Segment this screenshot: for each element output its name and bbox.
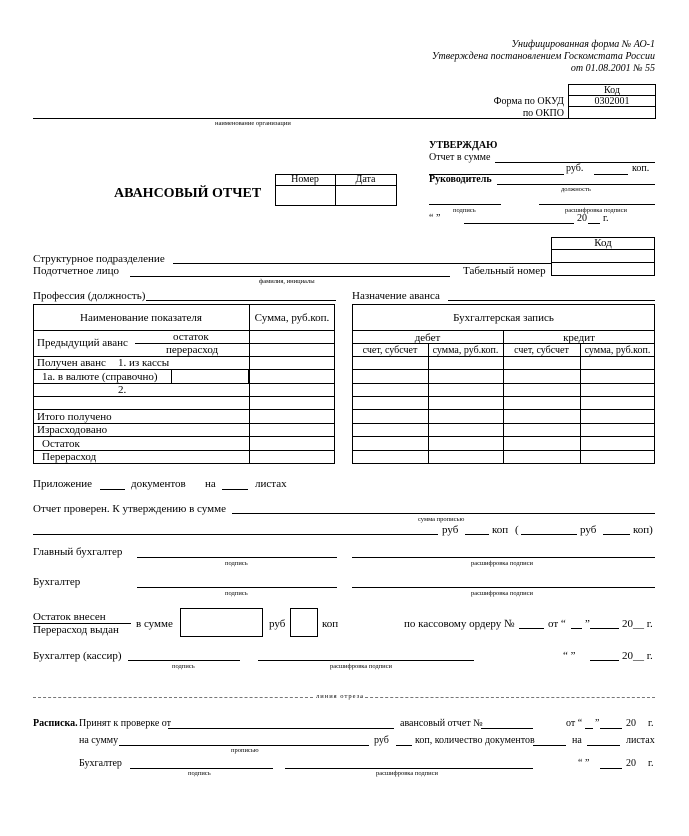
checked-sum-line[interactable] — [232, 513, 655, 514]
receipt-date-month-line[interactable] — [600, 768, 622, 769]
cashier-sign-caption: подпись — [172, 663, 195, 670]
acc-decode-caption: расшифровка подписи — [471, 590, 534, 597]
cut-line-left — [33, 697, 313, 698]
head-position-line[interactable] — [497, 184, 655, 185]
debit-header: дебет — [414, 332, 441, 344]
number-label: Номер — [291, 174, 319, 185]
debit-account-header: счет, субсчет — [362, 345, 418, 356]
receipt-decode-caption: расшифровка подписи — [376, 770, 439, 777]
checked-rub2: руб — [580, 524, 597, 536]
cut-line-right — [360, 697, 655, 698]
in-sum-label: в сумме — [136, 618, 173, 630]
receipt-accepted: Принят к проверке от — [79, 718, 171, 729]
tab-number-label: Табельный номер — [463, 265, 546, 277]
head-sign-line[interactable] — [429, 204, 501, 205]
chief-sign-line[interactable] — [137, 557, 337, 558]
receipt-accountant: Бухгалтер — [79, 758, 122, 769]
profession-line[interactable] — [146, 300, 336, 301]
attach-label: Приложение — [33, 478, 93, 490]
remainder-kop-box[interactable] — [290, 608, 318, 637]
attach-on-label: на — [205, 478, 216, 490]
receipt-for-sum: на сумму — [79, 735, 119, 746]
cash-order-close-quote: ” — [585, 618, 590, 630]
cashier-label: Бухгалтер (кассир) — [33, 650, 122, 662]
approve-rub: руб. — [566, 163, 584, 174]
approve-date-quote: “ ” — [429, 213, 441, 224]
cashier-month-line[interactable] — [590, 660, 619, 661]
receipt-date-g: г. — [648, 758, 654, 769]
overspent-out-label: Перерасход выдан — [33, 624, 119, 636]
col-sum-header: Сумма, руб.коп. — [254, 312, 330, 324]
acc-sign-line[interactable] — [137, 587, 337, 588]
division-line[interactable] — [173, 263, 551, 264]
approve-year-line[interactable] — [588, 223, 600, 224]
person-label: Подотчетное лицо — [33, 265, 120, 277]
cashier-decode-line[interactable] — [258, 660, 474, 661]
docs-label: документов — [131, 478, 186, 490]
in-currency-label: 1а. в валюте (справочно) — [42, 371, 158, 383]
okpo-value-cell[interactable] — [568, 106, 656, 119]
from-cash-label: 1. из кассы — [118, 357, 170, 369]
checked-kop: коп — [492, 524, 509, 536]
chief-acc-label: Главный бухгалтер — [33, 546, 123, 558]
debit-sum-header: сумма, руб.коп. — [432, 345, 499, 356]
approve-year-suffix: г. — [603, 213, 609, 224]
form-code-line3: от 01.08.2001 № 55 — [570, 63, 655, 74]
receipt-month-line[interactable] — [600, 728, 622, 729]
cash-order-from: от “ — [548, 618, 566, 630]
cash-order-year: 20__ г. — [622, 618, 653, 630]
receipt-close-quote: ” — [595, 718, 600, 729]
checked-kop-num-line[interactable] — [603, 534, 630, 535]
receipt-decode-line[interactable] — [285, 768, 533, 769]
approve-date-line[interactable] — [464, 223, 574, 224]
receipt-day-line[interactable] — [585, 728, 593, 729]
accountant-label: Бухгалтер — [33, 576, 81, 588]
ostatok-label: остаток — [173, 331, 209, 343]
receipt-report-no-line[interactable] — [481, 728, 533, 729]
receipt-sign-line[interactable] — [130, 768, 273, 769]
receipt-date-year: 20 — [626, 758, 636, 769]
head-decode-line[interactable] — [539, 204, 655, 205]
checked-sum-line2[interactable] — [33, 534, 438, 535]
kod-header-cell: Код — [568, 84, 656, 96]
head-label: Руководитель — [429, 174, 492, 185]
remainder-rub-label: руб — [269, 618, 286, 630]
head-decode-caption: расшифровка подписи — [565, 207, 628, 214]
person-line[interactable] — [130, 276, 450, 277]
acc-decode-line[interactable] — [352, 587, 655, 588]
form-code-line1: Унифицированная форма № АО-1 — [511, 39, 655, 50]
date-label: Дата — [355, 174, 376, 185]
total-received-label: Итого получено — [37, 411, 112, 423]
receipt-year: 20 — [626, 718, 636, 729]
attach-docs-line[interactable] — [100, 489, 125, 490]
currency-input[interactable] — [171, 369, 249, 384]
receipt-sheets: листах — [626, 735, 655, 746]
checked-rub-num-line[interactable] — [521, 534, 577, 535]
cash-order-no-line[interactable] — [519, 628, 544, 629]
receipt-rub: руб — [374, 735, 389, 746]
receipt-kop-line[interactable] — [396, 745, 412, 746]
remainder-rub-box[interactable] — [180, 608, 263, 637]
okud-value-cell[interactable]: 0302001 — [568, 95, 656, 107]
tab-number-cell[interactable] — [551, 262, 655, 276]
credit-sum-header: сумма, руб.коп. — [584, 345, 651, 356]
approve-kop: коп. — [632, 163, 650, 174]
number-input[interactable] — [276, 186, 335, 205]
org-name-line[interactable] — [33, 118, 568, 119]
okud-label: Форма по ОКУД — [493, 96, 564, 107]
form-code-line2: Утверждена постановлением Госкомстата России — [431, 51, 655, 62]
checked-kop-line[interactable] — [465, 534, 489, 535]
received-label: Получен аванс — [37, 357, 106, 369]
remainder-in-label: Остаток внесен — [33, 611, 106, 623]
fio-caption: фамилия, инициалы — [259, 278, 315, 285]
receipt-sum-line[interactable] — [119, 745, 369, 746]
checked-label: Отчет проверен. К утверждению в сумме — [33, 503, 226, 515]
chief-sign-caption: подпись — [225, 560, 248, 567]
credit-account-header: счет, субсчет — [514, 345, 569, 356]
profession-label: Профессия (должность) — [33, 290, 146, 302]
acc-sign-caption: подпись — [225, 590, 248, 597]
sum-words-caption: сумма прописью — [418, 516, 465, 523]
receipt-g: г. — [648, 718, 654, 729]
report-title: АВАНСОВЫЙ ОТЧЕТ — [114, 186, 262, 201]
purpose-label: Назначение аванса — [352, 290, 440, 302]
remainder-label: Остаток — [42, 438, 80, 450]
item2-label: 2. — [118, 384, 127, 396]
receipt-accepted-line[interactable] — [168, 728, 394, 729]
checked-close-paren: коп) — [633, 524, 653, 536]
receipt-docs-count-line[interactable] — [533, 745, 566, 746]
receipt-sign-caption: подпись — [188, 770, 211, 777]
cash-order-label: по кассовому ордеру № — [404, 618, 515, 630]
receipt-in-words-caption: прописью — [231, 747, 259, 754]
receipt-title: Расписка. — [33, 718, 78, 729]
purpose-line[interactable] — [448, 300, 655, 301]
overspent-label: Перерасход — [42, 451, 97, 463]
head-sign-caption: подпись — [453, 207, 476, 214]
chief-decode-caption: расшифровка подписи — [471, 560, 534, 567]
remainder-kop-label: коп — [322, 618, 339, 630]
prev-advance-label: Предыдущий аванс — [37, 337, 128, 349]
attach-sheets-line[interactable] — [222, 489, 248, 490]
approve-kop-line[interactable] — [594, 174, 628, 175]
cashier-year: 20__ г. — [622, 650, 653, 662]
approve-title: УТВЕРЖДАЮ — [429, 140, 498, 151]
approve-year-prefix: 20 — [577, 213, 587, 224]
division-code-cell[interactable] — [551, 249, 655, 263]
cashier-decode-caption: расшифровка подписи — [330, 663, 393, 670]
division-label: Структурное подразделение — [33, 253, 165, 265]
person-kod-cell: Код — [551, 237, 655, 250]
cut-line-label: линия отреза — [316, 693, 365, 700]
receipt-date-quote: “ ” — [578, 758, 590, 769]
cash-order-day-line[interactable] — [571, 628, 582, 629]
accounting-header: Бухгалтерская запись — [453, 312, 554, 324]
chief-decode-line[interactable] — [352, 557, 655, 558]
pererashod-label: перерасход — [166, 344, 219, 356]
spent-label: Израсходовано — [37, 424, 108, 436]
receipt-from: от “ — [566, 718, 583, 729]
head-position-caption: должность — [561, 186, 591, 193]
date-input[interactable] — [336, 186, 396, 205]
org-caption: наименование организации — [215, 120, 291, 127]
checked-open-paren: ( — [515, 524, 519, 536]
sheets-label: листах — [255, 478, 287, 490]
receipt-on: на — [572, 735, 582, 746]
receipt-report-no: авансовый отчет № — [400, 718, 483, 729]
receipt-kop-docs: коп, количество документов — [415, 735, 535, 746]
cashier-sign-line[interactable] — [128, 660, 240, 661]
cash-order-month-line[interactable] — [590, 628, 619, 629]
credit-header: кредит — [563, 332, 595, 344]
okpo-label: по ОКПО — [522, 108, 564, 119]
checked-rub: руб — [442, 524, 459, 536]
receipt-sheets-line[interactable] — [587, 745, 620, 746]
approve-sum-label: Отчет в сумме — [429, 152, 491, 163]
cashier-date-quote: “ ” — [563, 650, 576, 662]
col-name-header: Наименование показателя — [80, 312, 202, 324]
